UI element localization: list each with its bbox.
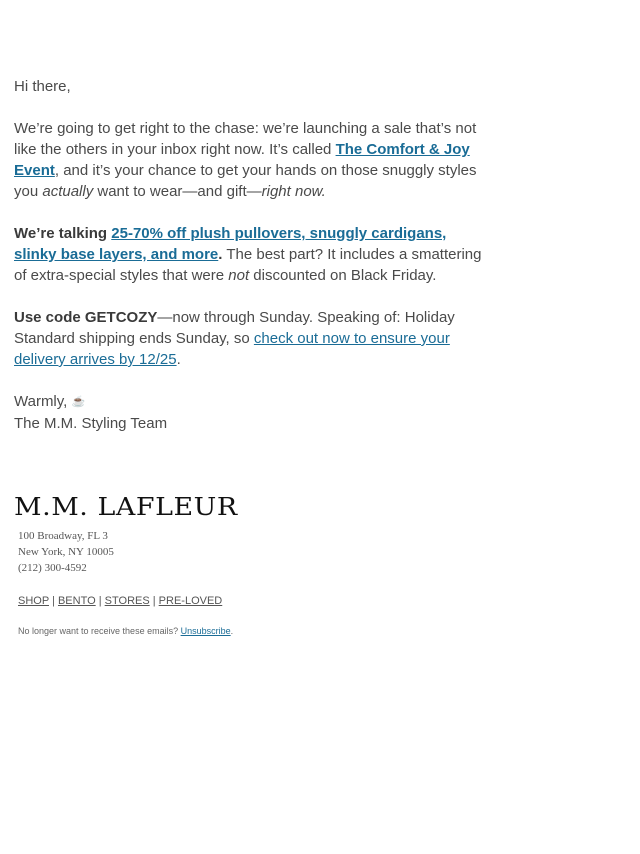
greeting-text: Hi there, <box>14 78 71 95</box>
intro-text-1: We’re going to get right to the chase: we’re launching a sale that’s not like the others in your inbox right now. It’s called <box>14 120 477 158</box>
unsubscribe-line <box>18 625 414 637</box>
unsubscribe-link[interactable]: Unsubscribe <box>180 626 231 636</box>
intro-paragraph <box>14 118 484 202</box>
intro-text-3: want to wear—and gift— <box>93 183 262 200</box>
sale-text-1: The best part? It includes a smattering of extra-special styles that were <box>14 246 482 284</box>
sale-items-link[interactable]: 25-70% off plush pullovers, snuggly cardigans, slinky base layers, and more <box>14 225 447 263</box>
checkout-link[interactable]: check out now to ensure your delivery arrives by 12/25 <box>14 330 450 368</box>
footer-nav-stores[interactable]: STORES <box>104 595 150 607</box>
brand-logo[interactable]: M.M. LAFLEUR <box>14 493 238 521</box>
footer-nav-preloved[interactable]: PRE-LOVED <box>158 595 223 607</box>
footer-nav <box>18 593 414 609</box>
unsubscribe-period: . <box>230 626 234 636</box>
sale-lead-in: We’re talking <box>14 225 112 242</box>
phone-number: (212) 300-4592 <box>18 562 87 574</box>
promo-code: Use code GETCOZY <box>14 309 158 326</box>
email-footer <box>14 493 414 637</box>
sale-emphasis-not: not <box>228 267 250 284</box>
sale-text-2: discounted on Black Friday. <box>249 267 437 284</box>
footer-nav-shop[interactable]: SHOP <box>18 595 49 607</box>
intro-emphasis-right-now: right now. <box>261 183 326 200</box>
nav-separator: | <box>152 595 156 607</box>
signoff-team: The M.M. Styling Team <box>14 415 168 432</box>
promo-text-2: . <box>176 351 181 368</box>
coffee-cup-icon: ☕ <box>71 396 86 408</box>
nav-separator: | <box>98 595 102 607</box>
signoff-warmly: Warmly, <box>14 393 72 410</box>
intro-emphasis-actually: actually <box>42 183 94 200</box>
address-line-1: 100 Broadway, FL 3 <box>18 530 108 542</box>
nav-separator: | <box>52 595 55 607</box>
email-body <box>14 76 484 434</box>
comfort-joy-event-link[interactable]: The Comfort & Joy Event <box>14 141 470 179</box>
unsubscribe-text: No longer want to receive these emails? <box>18 626 181 636</box>
footer-nav-bento[interactable]: BENTO <box>57 595 96 607</box>
sale-paragraph <box>14 223 484 286</box>
greeting <box>14 76 484 97</box>
signoff <box>14 391 484 434</box>
address-line-2: New York, NY 10005 <box>18 546 114 558</box>
sale-period: . <box>218 246 223 263</box>
company-address <box>18 528 414 576</box>
intro-text-2: , and it’s your chance to get your hands on those snuggly styles you <box>14 162 477 200</box>
promo-code-paragraph <box>14 307 484 370</box>
promo-text-1: —now through Sunday. Speaking of: Holiday Standard shipping ends Sunday, so <box>14 309 455 347</box>
